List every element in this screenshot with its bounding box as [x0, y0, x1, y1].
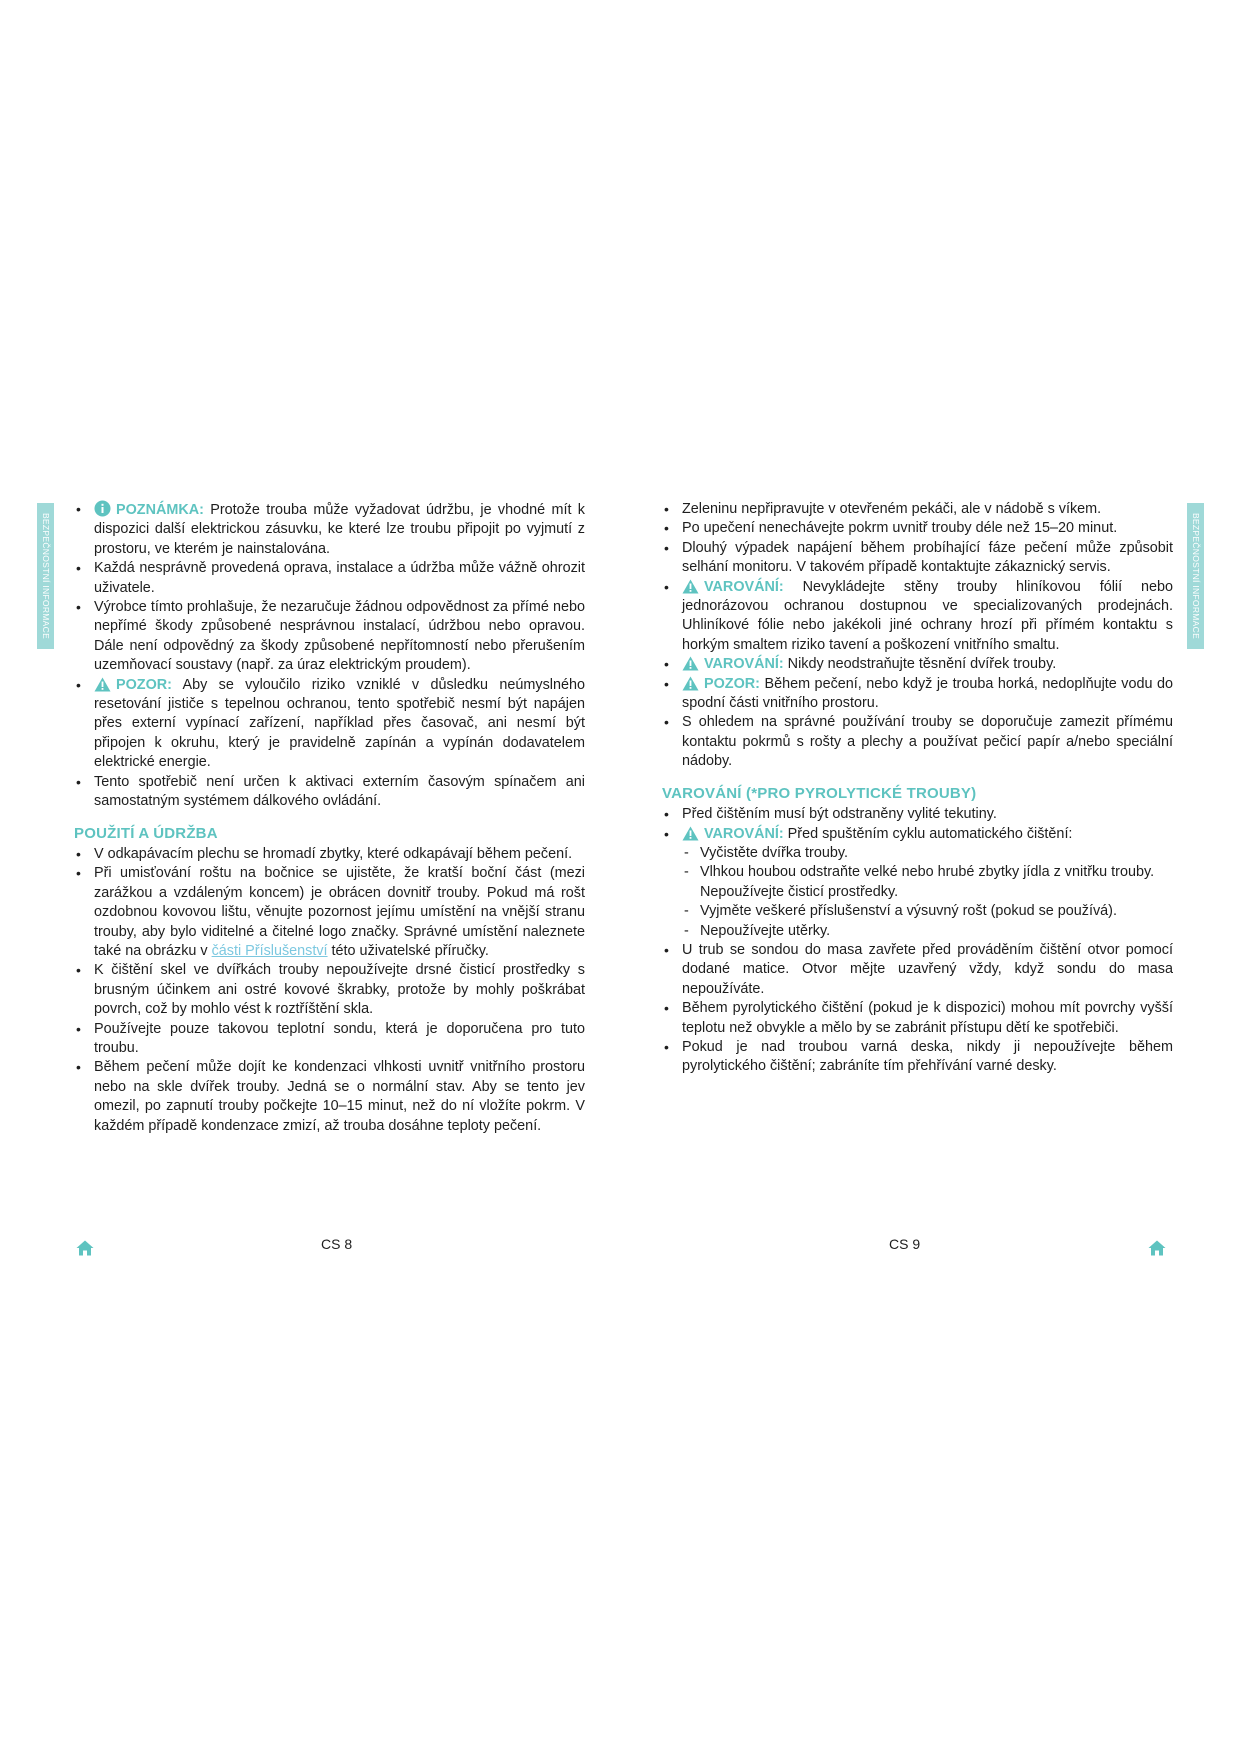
page-number-right: CS 9 — [889, 1236, 921, 1252]
list-item — [74, 961, 585, 1019]
usage-list — [662, 500, 1173, 772]
item-text: Aby se vyloučilo riziko vzniklé v důsledku neúmyslného resetování jističe s tepelnou ochranou, tento spotřebič nesmí být napájen přes externí vypínací zařízení, například přes časovač, ani nesmí být připojen k okruhu, který je pravidelně zapínán a vypínán dodavatelem elektrické energie. — [94, 676, 585, 771]
side-tab-label: BEZPEČNOSTNÍ INFORMACE — [1190, 512, 1201, 640]
list-item — [74, 773, 585, 812]
item-text: Před spuštěním cyklu automatického čištění: — [783, 825, 1073, 842]
section-title: VAROVÁNÍ (*PRO PYROLYTICKÉ TROUBY) — [662, 784, 977, 802]
item-text: Dlouhý výpadek napájení během probíhající fáze pečení může způsobit selhání monitoru. V takovém případě kontaktujte zákaznický servis. — [682, 539, 1173, 576]
list-item — [662, 1038, 1173, 1077]
step-item: - Vyčistěte dvířka trouby. — [662, 844, 1173, 863]
item-text: Každá nesprávně provedená oprava, instalace a údržba může vážně ohrozit uživatele. — [94, 560, 585, 596]
warning-label: VAROVÁNÍ: — [704, 578, 784, 595]
warning-icon — [682, 579, 699, 594]
info-icon — [94, 500, 111, 517]
section-title: POUŽITÍ A ÚDRŽBA — [74, 824, 218, 842]
side-tab-left — [37, 503, 54, 649]
warning-icon — [94, 677, 111, 692]
home-icon[interactable] — [76, 1240, 94, 1256]
item-text: Během pečení může dojít ke kondenzaci vlhkosti uvnitř vnitřního prostoru nebo na skle dvířek trouby. Jedná se o normální stav. Aby se tento jev omezil, po zapnutí trouby počkejte 10–15 minut, než do ní vložíte pokrm. V každém případě kondenzace zmizí, až trouba dosáhne teploty pečení. — [94, 1059, 585, 1134]
item-text: Při umisťování roštu na bočnice se ujistěte, že kratší boční část (mezi zarážkou a vzdáleným koncem) je obrácen dovnitř trouby. Pokud má rošt ozdobnou kovovou lištu, věnujte pozornost jejímu umístění na vnější stranu trouby, aby bylo viditelné a čitelné logo značky. Správné umístění naleznete také na obrázku v — [94, 865, 585, 959]
step-item: - Vlhkou houbou odstraňte velké nebo hrubé zbytky jídla z vnitřku trouby. Nepoužívejte čisticí prostředky. — [662, 863, 1173, 902]
safety-list — [74, 500, 585, 812]
list-item — [662, 805, 1173, 824]
list-item — [74, 864, 585, 961]
home-icon[interactable] — [1148, 1240, 1166, 1256]
list-item — [662, 519, 1173, 538]
warning-icon — [682, 656, 699, 671]
item-text: Během pyrolytického čištění (pokud je k dispozici) mohou mít povrchy vyšší teplotu než obvykle a mělo by se zabránit přístupu dětí ke spotřebiči. — [682, 1000, 1173, 1036]
list-item — [662, 539, 1173, 578]
page-number-left: CS 8 — [321, 1236, 353, 1252]
warning-icon — [682, 676, 699, 691]
item-text: Tento spotřebič není určen k aktivaci externím časovým spínačem ani samostatným systémem dálkového ovládání. — [94, 773, 585, 810]
list-item — [662, 713, 1173, 771]
list-item — [662, 941, 1173, 999]
list-item — [662, 675, 1173, 714]
step-item: - Nepoužívejte utěrky. — [662, 922, 1173, 941]
maintenance-list — [74, 845, 585, 1136]
list-item — [662, 578, 1173, 656]
item-text: Zeleninu nepřipravujte v otevřeném pekáči, ale v nádobě s víkem. — [682, 501, 1102, 517]
item-text: Výrobce tímto prohlašuje, že nezaručuje žádnou odpovědnost za přímé nebo nepřímé škody způsobené nesprávnou instalací, údržbou nebo opravou. Dále není odpovědný za škody způsobené nepřítomností nebo přerušením uzemňovací soustavy (např. za úraz elektrickým proudem). — [94, 599, 585, 674]
list-item — [662, 999, 1173, 1038]
list-item — [662, 500, 1173, 519]
item-text: Protože trouba může vyžadovat údržbu, je vhodné mít k dispozici další elektrickou zásuvku, ke které lze troubu připojit po vyjmutí z prostoru, ve kterém je nainstalována. — [94, 502, 585, 557]
step-item: - Vyjměte veškeré příslušenství a výsuvný rošt (pokud se používá). — [662, 902, 1173, 921]
page-left — [74, 500, 585, 1136]
list-item — [74, 500, 585, 559]
page-right — [662, 500, 1173, 1077]
side-tab-right — [1187, 503, 1204, 649]
note-label: POZNÁMKA: — [116, 502, 204, 518]
warning-label: VAROVÁNÍ: — [704, 825, 784, 842]
item-text: Používejte pouze takovou teplotní sondu, která je doporučena pro tuto troubu. — [94, 1020, 585, 1056]
accessories-link[interactable]: části Příslušenství — [211, 942, 328, 959]
list-item — [662, 655, 1173, 674]
item-text: Nikdy neodstraňujte těsnění dvířek trouby. — [783, 656, 1057, 673]
item-text: Nevykládejte stěny trouby hliníkovou fólií nebo jednorázovou ochranou dostupnou ve specializovaných prodejnách. Uhliníkové fólie nebo jakékoli jiné ochrany hrozí při přímém kontaktu s horkým smaltem riziko tavení a poškození vnitřního smaltu. — [682, 578, 1173, 653]
list-item — [74, 1020, 585, 1059]
list-item — [74, 1058, 585, 1136]
warning-label: VAROVÁNÍ: — [704, 656, 784, 673]
item-text: Před čištěním musí být odstraněny vylité tekutiny. — [682, 806, 997, 823]
list-item — [74, 676, 585, 773]
pyrolytic-list-2 — [662, 941, 1173, 1077]
side-tab-label: BEZPEČNOSTNÍ INFORMACE — [40, 512, 51, 640]
list-item — [662, 825, 1173, 844]
list-item — [74, 598, 585, 676]
item-text: K čištění skel ve dvířkách trouby nepoužívejte drsné čisticí prostředky s brusným účinkem ani ostré kovové škrabky, protože by mohly poškrábat povrch, což by mohlo vést k roztříštění skla. — [94, 962, 585, 1018]
list-item — [74, 845, 585, 864]
item-text: V odkapávacím plechu se hromadí zbytky, které odkapávají během pečení. — [94, 845, 573, 862]
caution-label: POZOR: — [704, 675, 760, 692]
item-text: této uživatelské příručky. — [327, 942, 489, 959]
item-text: Pokud je nad troubou varná deska, nikdy ji nepoužívejte během pyrolytického čištění; zabráníte tím přehřívání varné desky. — [682, 1038, 1173, 1075]
list-item — [74, 559, 585, 598]
warning-icon — [682, 826, 699, 841]
pyrolytic-list — [662, 805, 1173, 844]
cleaning-steps — [662, 844, 1173, 941]
item-text: S ohledem na správné používání trouby se doporučuje zamezit přímému kontaktu pokrmů s rošty a plechy a používat pečicí papír a/nebo speciální nádoby. — [682, 714, 1173, 770]
caution-label: POZOR: — [116, 676, 172, 693]
item-text: Během pečení, nebo když je trouba horká, nedoplňujte vodu do spodní části vnitřního prostoru. — [682, 675, 1173, 712]
item-text: Po upečení nenechávejte pokrm uvnitř trouby déle než 15–20 minut. — [682, 520, 1118, 537]
item-text: U trub se sondou do masa zavřete před prováděním čištění otvor pomocí dodané matice. Otvor mějte uzavřený vždy, když sondu do masa nepoužíváte. — [682, 941, 1173, 997]
